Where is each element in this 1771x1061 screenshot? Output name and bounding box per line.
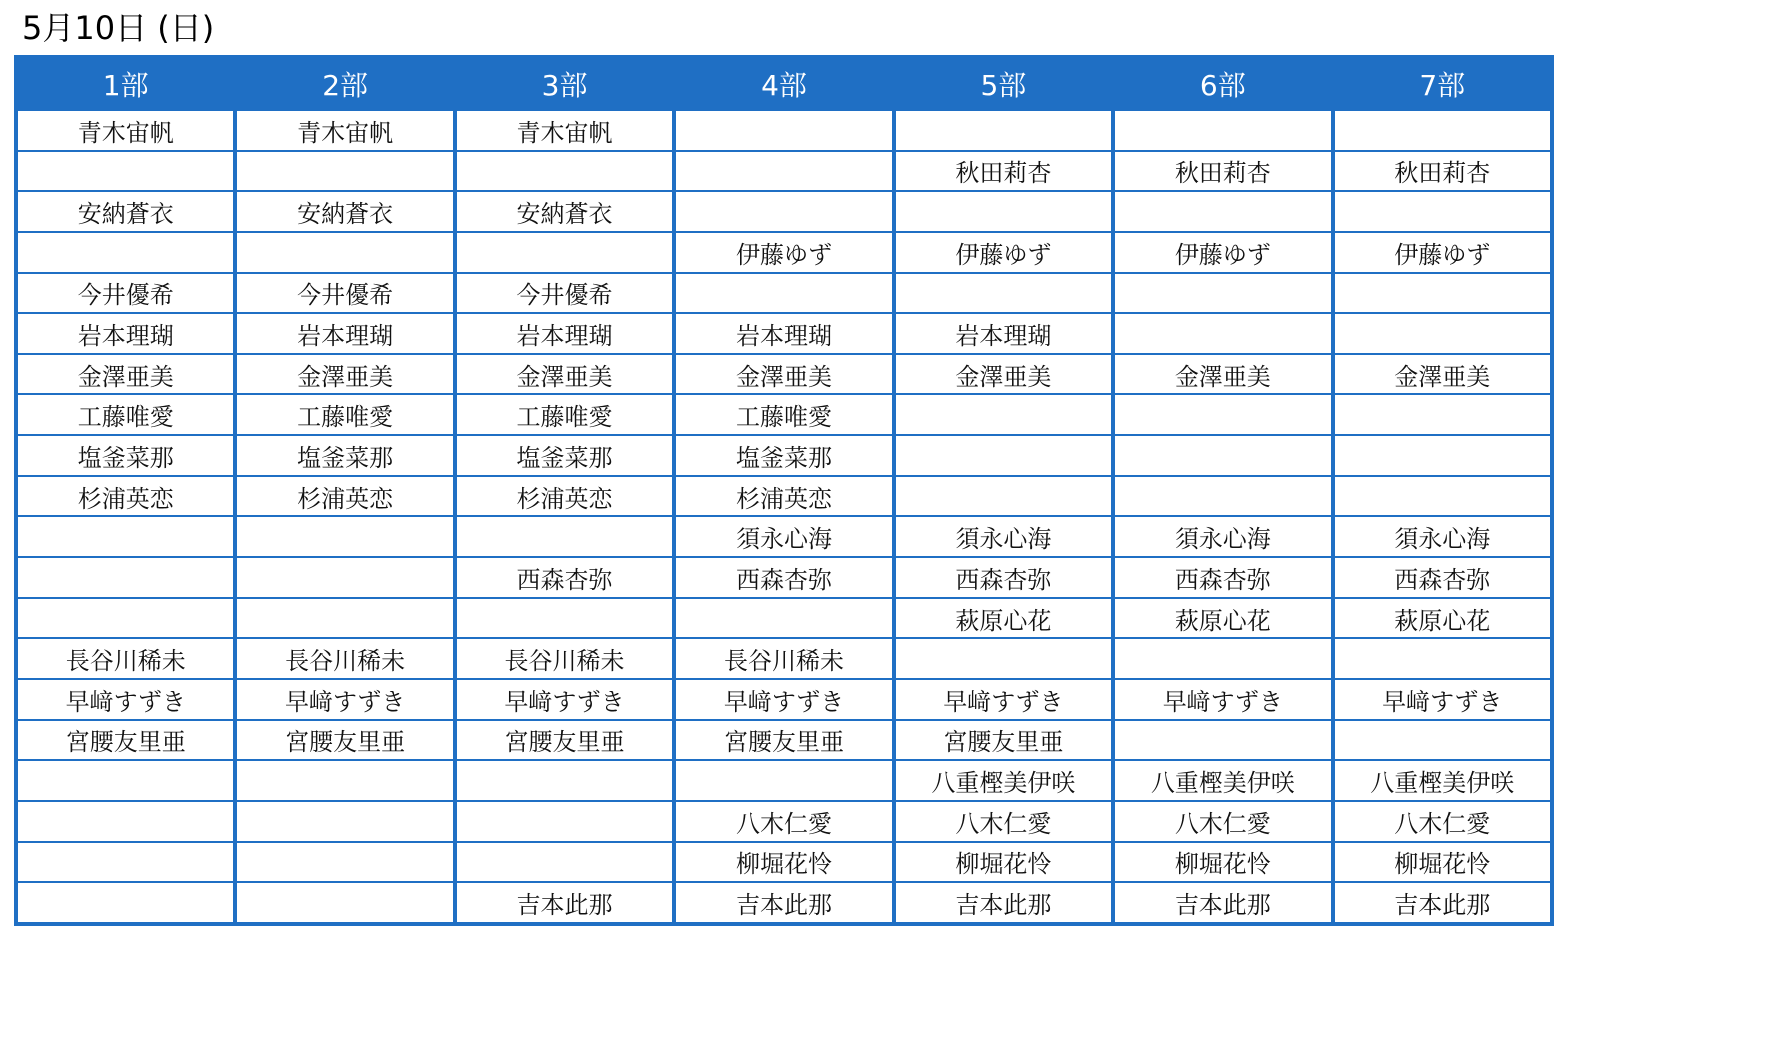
table-cell <box>1113 476 1332 517</box>
table-cell: 長谷川稀未 <box>16 638 235 679</box>
column-header-part-3: 3部 <box>455 57 674 110</box>
table-cell <box>1333 191 1552 232</box>
table-cell <box>674 151 893 192</box>
table-cell <box>894 273 1113 314</box>
table-cell <box>1113 273 1332 314</box>
table-cell: 塩釜菜那 <box>674 435 893 476</box>
table-cell: 八木仁愛 <box>1113 801 1332 842</box>
table-cell: 宮腰友里亜 <box>455 720 674 761</box>
table-cell: 塩釜菜那 <box>235 435 454 476</box>
table-cell <box>455 151 674 192</box>
table-cell <box>235 882 454 924</box>
table-cell <box>455 760 674 801</box>
table-cell <box>894 394 1113 435</box>
table-cell: 宮腰友里亜 <box>235 720 454 761</box>
table-cell: 岩本理瑚 <box>235 313 454 354</box>
table-cell <box>16 516 235 557</box>
table-cell: 金澤亜美 <box>235 354 454 395</box>
table-cell <box>235 151 454 192</box>
column-header-part-7: 7部 <box>1333 57 1552 110</box>
table-cell: 秋田莉杏 <box>1113 151 1332 192</box>
table-cell: 須永心海 <box>674 516 893 557</box>
table-cell <box>16 760 235 801</box>
table-cell <box>16 151 235 192</box>
table-cell: 柳堀花怜 <box>1113 842 1332 883</box>
table-cell: 西森杏弥 <box>455 557 674 598</box>
table-cell: 西森杏弥 <box>1333 557 1552 598</box>
table-cell <box>235 557 454 598</box>
table-cell <box>674 191 893 232</box>
table-row <box>16 232 1552 273</box>
table-cell: 今井優希 <box>455 273 674 314</box>
table-cell <box>455 842 674 883</box>
table-row <box>16 191 1552 232</box>
table-cell: 八重樫美伊咲 <box>1113 760 1332 801</box>
table-row <box>16 110 1552 151</box>
table-cell: 金澤亜美 <box>894 354 1113 395</box>
table-cell: 伊藤ゆず <box>1333 232 1552 273</box>
table-row <box>16 557 1552 598</box>
table-cell: 吉本此那 <box>1333 882 1552 924</box>
table-cell <box>235 598 454 639</box>
table-cell <box>1333 110 1552 151</box>
table-cell <box>1113 720 1332 761</box>
table-cell: 柳堀花怜 <box>894 842 1113 883</box>
table-cell: 金澤亜美 <box>674 354 893 395</box>
table-cell: 今井優希 <box>235 273 454 314</box>
table-cell: 須永心海 <box>1113 516 1332 557</box>
table-cell: 宮腰友里亜 <box>894 720 1113 761</box>
table-row <box>16 313 1552 354</box>
table-cell: 伊藤ゆず <box>1113 232 1332 273</box>
column-header-part-5: 5部 <box>894 57 1113 110</box>
table-cell: 早﨑すずき <box>235 679 454 720</box>
table-cell <box>16 598 235 639</box>
table-cell <box>674 760 893 801</box>
table-row <box>16 516 1552 557</box>
table-cell: 萩原心花 <box>894 598 1113 639</box>
table-cell: 工藤唯愛 <box>16 394 235 435</box>
table-cell: 宮腰友里亜 <box>674 720 893 761</box>
table-cell <box>1333 273 1552 314</box>
table-row <box>16 638 1552 679</box>
table-row <box>16 598 1552 639</box>
table-cell: 塩釜菜那 <box>16 435 235 476</box>
table-cell: 杉浦英恋 <box>235 476 454 517</box>
table-header-row <box>16 57 1552 110</box>
table-cell <box>674 598 893 639</box>
table-cell: 柳堀花怜 <box>674 842 893 883</box>
table-row <box>16 801 1552 842</box>
table-row <box>16 476 1552 517</box>
table-cell: 安納蒼衣 <box>235 191 454 232</box>
table-cell: 青木宙帆 <box>16 110 235 151</box>
table-row <box>16 679 1552 720</box>
table-cell: 伊藤ゆず <box>674 232 893 273</box>
table-cell <box>1113 435 1332 476</box>
table-cell <box>455 516 674 557</box>
table-row <box>16 435 1552 476</box>
table-cell: 吉本此那 <box>1113 882 1332 924</box>
table-cell <box>235 842 454 883</box>
table-row <box>16 720 1552 761</box>
table-row <box>16 354 1552 395</box>
table-cell <box>235 232 454 273</box>
table-row <box>16 760 1552 801</box>
table-cell: 安納蒼衣 <box>455 191 674 232</box>
table-cell <box>455 598 674 639</box>
table-row <box>16 394 1552 435</box>
table-cell: 秋田莉杏 <box>1333 151 1552 192</box>
page-title: 5月10日 (日) <box>22 9 215 47</box>
table-cell: 西森杏弥 <box>674 557 893 598</box>
table-row <box>16 273 1552 314</box>
schedule-table <box>14 55 1554 926</box>
table-body <box>16 110 1552 924</box>
table-cell: 長谷川稀未 <box>674 638 893 679</box>
table-cell <box>894 435 1113 476</box>
column-header-part-4: 4部 <box>674 57 893 110</box>
table-cell <box>16 557 235 598</box>
table-cell <box>1333 638 1552 679</box>
table-cell: 吉本此那 <box>455 882 674 924</box>
table-cell: 金澤亜美 <box>16 354 235 395</box>
table-cell: 金澤亜美 <box>455 354 674 395</box>
table-cell: 伊藤ゆず <box>894 232 1113 273</box>
table-cell: 杉浦英恋 <box>455 476 674 517</box>
table-cell: 金澤亜美 <box>1333 354 1552 395</box>
table-cell <box>1113 638 1332 679</box>
table-row <box>16 842 1552 883</box>
table-cell <box>16 842 235 883</box>
table-cell: 今井優希 <box>16 273 235 314</box>
table-cell: 柳堀花怜 <box>1333 842 1552 883</box>
table-cell: 杉浦英恋 <box>674 476 893 517</box>
table-cell: 早﨑すずき <box>16 679 235 720</box>
table-cell <box>1333 313 1552 354</box>
table-cell <box>1113 394 1332 435</box>
table-cell: 岩本理瑚 <box>674 313 893 354</box>
table-cell: 早﨑すずき <box>1113 679 1332 720</box>
table-cell: 吉本此那 <box>894 882 1113 924</box>
table-cell: 青木宙帆 <box>455 110 674 151</box>
table-cell: 萩原心花 <box>1113 598 1332 639</box>
table-cell <box>1333 720 1552 761</box>
table-cell: 宮腰友里亜 <box>16 720 235 761</box>
table-cell: 工藤唯愛 <box>674 394 893 435</box>
table-cell: 須永心海 <box>1333 516 1552 557</box>
table-cell: 工藤唯愛 <box>235 394 454 435</box>
table-cell: 西森杏弥 <box>1113 557 1332 598</box>
table-cell <box>235 801 454 842</box>
table-cell: 金澤亜美 <box>1113 354 1332 395</box>
table-cell: 工藤唯愛 <box>455 394 674 435</box>
table-cell: 早﨑すずき <box>455 679 674 720</box>
table-cell <box>1333 476 1552 517</box>
table-cell <box>674 273 893 314</box>
table-cell: 八重樫美伊咲 <box>1333 760 1552 801</box>
table-cell: 西森杏弥 <box>894 557 1113 598</box>
table-cell: 塩釜菜那 <box>455 435 674 476</box>
table-cell: 吉本此那 <box>674 882 893 924</box>
table-cell <box>894 110 1113 151</box>
table-cell <box>455 801 674 842</box>
table-cell <box>1113 191 1332 232</box>
table-cell: 早﨑すずき <box>894 679 1113 720</box>
table-cell <box>16 882 235 924</box>
table-cell: 萩原心花 <box>1333 598 1552 639</box>
table-cell: 岩本理瑚 <box>455 313 674 354</box>
table-cell: 岩本理瑚 <box>16 313 235 354</box>
table-cell: 杉浦英恋 <box>16 476 235 517</box>
table-cell <box>894 191 1113 232</box>
table-cell <box>674 110 893 151</box>
table-cell <box>455 232 674 273</box>
table-cell <box>1113 313 1332 354</box>
table-cell: 長谷川稀未 <box>455 638 674 679</box>
table-cell <box>1113 110 1332 151</box>
table-cell: 岩本理瑚 <box>894 313 1113 354</box>
table-cell: 早﨑すずき <box>1333 679 1552 720</box>
table-cell <box>235 760 454 801</box>
table-cell: 八木仁愛 <box>894 801 1113 842</box>
table-cell: 須永心海 <box>894 516 1113 557</box>
column-header-part-6: 6部 <box>1113 57 1332 110</box>
table-cell: 安納蒼衣 <box>16 191 235 232</box>
table-row <box>16 151 1552 192</box>
table-cell: 青木宙帆 <box>235 110 454 151</box>
table-cell: 秋田莉杏 <box>894 151 1113 192</box>
table-cell <box>1333 435 1552 476</box>
table-cell <box>16 801 235 842</box>
table-row <box>16 882 1552 924</box>
table-cell: 早﨑すずき <box>674 679 893 720</box>
column-header-part-2: 2部 <box>235 57 454 110</box>
table-cell <box>894 638 1113 679</box>
table-cell <box>235 516 454 557</box>
table-cell <box>1333 394 1552 435</box>
table-cell: 長谷川稀未 <box>235 638 454 679</box>
table-cell <box>16 232 235 273</box>
table-cell <box>894 476 1113 517</box>
table-cell: 八木仁愛 <box>1333 801 1552 842</box>
table-cell: 八木仁愛 <box>674 801 893 842</box>
column-header-part-1: 1部 <box>16 57 235 110</box>
table-cell: 八重樫美伊咲 <box>894 760 1113 801</box>
